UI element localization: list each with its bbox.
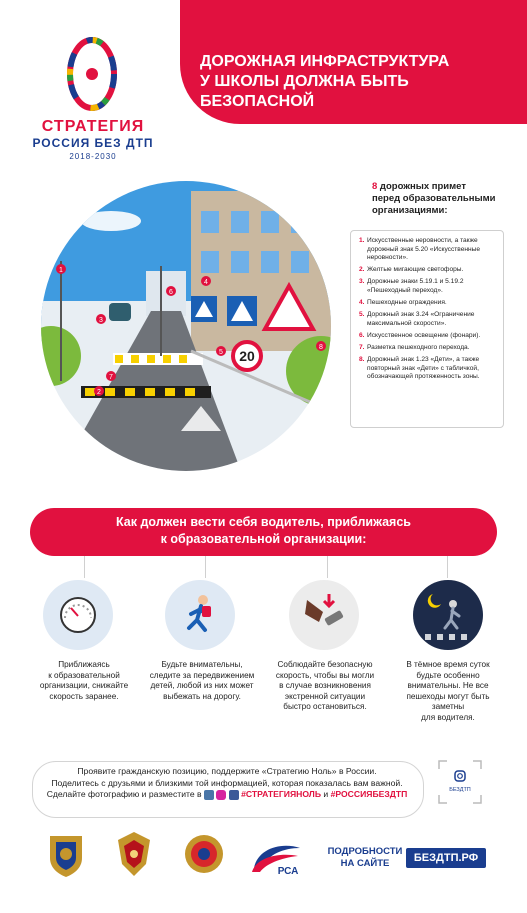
more-info-text (327, 846, 403, 870)
tip-text-line: следите за передвижением (149, 670, 255, 680)
call-to-action-text (44, 766, 410, 801)
driver-title-line2: к образовательной организации: (160, 532, 367, 546)
cta-line3-text: Сделайте фотографию и разместите в (46, 789, 202, 799)
list-item-text: Пешеходные ограждения. (367, 299, 447, 307)
driver-title-line1: Как должен вести себя водитель, приближаясь (116, 515, 411, 529)
connector-line (205, 556, 206, 578)
logo-subtitle: РОССИЯ БЕЗ ДТП (32, 136, 154, 150)
list-item-text: Дорожный знак 1.23 «Дети», а также повторный знак «Дети» с табличкой, обозначающей протяженность зоны. (367, 356, 480, 381)
list-item-text: Искусственные неровности, а также дорожный знак 5.20 «Искусственные неровности». (367, 237, 481, 262)
vk-icon[interactable] (204, 790, 214, 800)
list-item-number: 2. (359, 266, 365, 274)
connector-line (84, 556, 85, 578)
cta-and: и (321, 789, 331, 799)
tip-text-line: будьте особенно (416, 670, 480, 680)
list-item-number: 8. (359, 356, 365, 364)
list-item-text: Искусственное освещение (фонари). (367, 331, 481, 339)
speedometer-icon (43, 580, 113, 650)
tip-text-line: В тёмное время суток (406, 660, 490, 669)
signs-heading (372, 181, 502, 217)
tip-text-line: для водителя. (421, 712, 475, 722)
tip-text-line: заметны (431, 702, 465, 711)
more-info-line1: ПОДРОБНОСТИ (327, 846, 403, 857)
list-item-number: 7. (359, 343, 365, 351)
signs-list (351, 231, 503, 382)
marker-8: 8 (319, 344, 323, 351)
list-item (359, 332, 497, 341)
marker-5: 5 (219, 349, 223, 356)
tip-text-line: экстренной ситуации (284, 691, 366, 701)
page-title (200, 52, 520, 112)
night-pedestrian-icon (413, 580, 483, 650)
qr-label: БЕЗДТП (449, 787, 471, 793)
marker-7: 7 (109, 374, 113, 381)
list-item-number: 4. (359, 299, 365, 307)
tip-night-time (393, 660, 503, 723)
list-item (359, 299, 497, 308)
list-item-text: Разметка пешеходного перехода. (367, 343, 470, 351)
rsa-label: РСА (277, 866, 299, 877)
list-item-number: 3. (359, 278, 365, 286)
tip-text-line: пешеходы могут быть (406, 691, 490, 701)
hashtag-strategy-zero[interactable]: #СТРАТЕГИЯНОЛЬ (241, 789, 322, 799)
marker-4: 4 (204, 279, 208, 286)
cta-line1: Проявите гражданскую позицию, поддержите «Стратегию Ноль» в России. (77, 766, 377, 776)
tip-text-line: выбежать на дорогу. (163, 691, 241, 701)
cta-line2: Поделитесь с друзьями и близкими той информацией, которая показалась вам важной. (51, 777, 403, 788)
signs-heading-line1: дорожных примет (377, 181, 466, 192)
running-child-icon (165, 580, 235, 650)
connector-line (447, 556, 448, 578)
list-item-text: Дорожные знаки 5.19.1 и 5.19.2 «Пешеходный переход». (367, 278, 464, 294)
website-link[interactable]: БЕЗДТП.РФ (406, 848, 486, 868)
traffic-police-emblem (184, 830, 224, 878)
tip-text-line: скорость заранее. (49, 691, 119, 701)
tip-text-line: детей, любой из них может (150, 681, 254, 690)
list-item (359, 266, 497, 275)
list-item-number: 1. (359, 237, 365, 244)
logo-name: СТРАТЕГИЯ (41, 118, 145, 135)
tip-text-line: организации, снижайте (39, 681, 129, 690)
signs-heading-line3: организациями: (372, 205, 448, 216)
list-item (359, 356, 497, 382)
logo-years: 2018-2030 (69, 152, 117, 161)
connector-line (327, 556, 328, 578)
rsa-logo (248, 838, 308, 878)
list-item (359, 344, 497, 353)
transport-ministry-emblem (46, 830, 86, 878)
tip-text-line: к образовательной (48, 670, 120, 680)
marker-6: 6 (169, 289, 173, 296)
driver-title (60, 514, 467, 548)
marker-2: 2 (97, 389, 101, 396)
signs-count: 8 (372, 181, 378, 192)
instagram-qr-block[interactable] (437, 759, 483, 805)
tip-text-line: скорость, чтобы вы могли (275, 670, 375, 680)
tip-text-line: Будьте внимательны, (161, 660, 243, 669)
list-item (359, 311, 497, 328)
tip-be-attentive (147, 660, 257, 702)
list-item-number: 6. (359, 331, 365, 339)
list-item (359, 278, 497, 295)
more-info-line2: НА САЙТЕ (340, 858, 390, 869)
facebook-icon[interactable] (229, 790, 239, 800)
list-item-text: Дорожный знак 3.24 «Ограничение максимальной скорости». (367, 311, 475, 327)
brake-pedal-icon (289, 580, 359, 650)
interior-ministry-emblem (114, 830, 154, 878)
page-title-line1: ДОРОЖНАЯ ИНФРАСТРУКТУРА (200, 53, 450, 70)
marker-1: 1 (59, 267, 63, 274)
list-item (359, 237, 497, 263)
cta-line3 (44, 789, 410, 801)
instagram-icon[interactable] (216, 790, 226, 800)
speed-limit-value: 20 (239, 348, 255, 364)
tip-text-line: Соблюдайте безопасную (277, 660, 373, 669)
tip-text-line: Приближаясь (58, 660, 110, 669)
list-item-text: Желтые мигающие светофоры. (367, 266, 464, 274)
tip-text-line: внимательны. Не все (407, 681, 489, 690)
marker-3: 3 (99, 317, 103, 324)
tip-text-line: быстро остановиться. (283, 702, 367, 711)
signs-heading-line2: перед образовательными (372, 193, 496, 204)
list-item-number: 5. (359, 311, 365, 319)
tip-safe-speed (270, 660, 380, 713)
hashtag-russia-without-accidents[interactable]: #РОССИЯБЕЗДТП (330, 789, 408, 799)
tip-slow-down (29, 660, 139, 702)
signs-list-box (350, 230, 504, 428)
tip-text-line: в случае возникновения (279, 681, 371, 690)
school-road-illustration (41, 181, 331, 471)
page-title-line2: У ШКОЛЫ ДОЛЖНА БЫТЬ БЕЗОПАСНОЙ (200, 73, 409, 110)
strategy-zero-logo (64, 36, 120, 116)
